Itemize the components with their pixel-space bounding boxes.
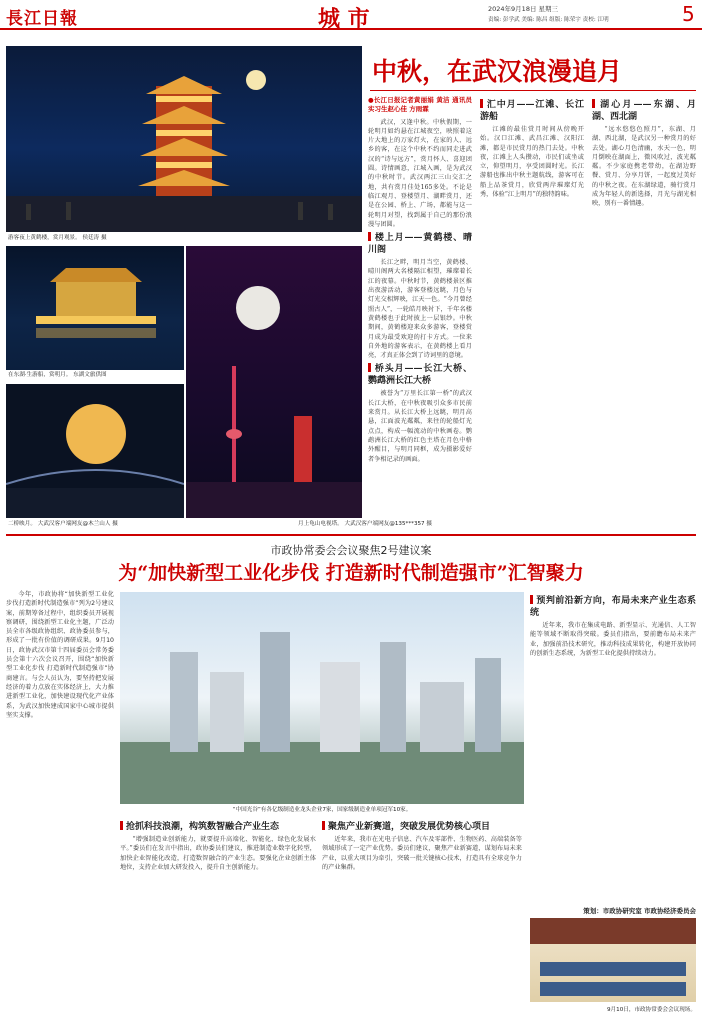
story2-section-body-1: “增强制造业创新能力，就要提升高端化、智能化、绿色化发展水平。”委员们在发言中指出，政协委员们建议，推进制造业数字化转型，加快企业智能化改造，打造数智融合的产业生态。要强化企业创新主体地位，支持企业加大研发投入，提升自主创新能力。 — [120, 836, 316, 871]
story1-headline: 中秋，在武汉浪漫追月 — [372, 57, 623, 86]
story1-intro: 武汉，又逢中秋。中秋假期，一轮明月如约悬在江城夜空，映照着这片大地上的万家灯火，在家的人、远乡的客，在这个中秋不约而同走进武汉的“诗与远方”，赏月怀人、喜迎团圆。诗情画意，江城入画，是为武汉的中秋时节。武汉两江三山交汇之地，共有赏月佳处165多处。不论是临江观月、登楼望月、湖畔赏月，还是在公园、桥上、广场，都能与这一轮明月对望，找到属于自己的那份浪漫与团圆。 — [368, 118, 472, 228]
story2-lead — [6, 590, 114, 1018]
story2-section-heading-1: 抢抓科技浪潮，构筑数智融合产业生态 — [120, 821, 316, 833]
section-heading-bridge-moon: 桥头月——长江大桥、鹦鹉洲长江大桥 — [368, 364, 472, 387]
photo-yellow-crane-tower — [6, 46, 362, 232]
story2-credit: 策划：市政协研究室 市政协经济委员会 — [583, 907, 696, 915]
story-divider — [6, 534, 696, 536]
photo-tv-tower — [186, 246, 362, 518]
boat-illustration — [6, 246, 184, 370]
caption-photo-5: “中国光谷”有各亿级制造业龙头企业7家，国家级制造业单项冠军10家。 — [232, 807, 412, 813]
story2-lead-text: 今年，市政协将“加快新型工业化步伐打造新时代制造强市”列为2号建议案，前期筹备过程中，组织委员开展视察调研，围绕新型工业化主题，广泛动员全市各级政协组织、政协委员参与，形成了一批有价值的调研成果。9月10日，政协武汉市第十四届委员会常务委员会第十六次会议召开，围绕“加快新型工业化步伐 打造新时代制造强市”协商建言。与会人员认为，要坚持把发展经济的着力点放在实体经济上，大力推进新型工业化，加快建设现代化产业体系，为武汉加快建成国家中心城市提供坚实支撑。 — [6, 591, 114, 719]
newspaper-logo: 長江日報 — [6, 9, 78, 29]
section-heading-river-moon: 汇中月——江滩、长江游船 — [480, 100, 584, 122]
meeting-illustration — [530, 918, 696, 1002]
section-title: 城 市 — [318, 6, 370, 32]
story2-kicker: 市政协常委会会议聚焦2号建议案 — [270, 544, 432, 557]
story1-col-2 — [480, 96, 584, 521]
caption-photo-6: 9月10日，市政协常委会会议现场。 — [607, 1007, 696, 1013]
story2-col-2 — [322, 818, 522, 1018]
story2-section-heading-3: 预判前沿新方向，布局未来产业生态系统 — [530, 596, 696, 618]
section-body-tower-moon: 长江之畔，明月当空，黄鹤楼、晴川阁两大名楼隔江相望，璀璨着长江的夜幕。中秋时节，黄鹤楼景区推出夜游活动，游客登楼远眺，月色与灯光交相辉映，江天一色。“今月曾经照古人”，一轮皓月映衬下，千年名楼黄鹤楼也于此时披上一层银纱。中秋期间，黄鹤楼迎来众多游客，登楼赏月成为最受欢迎的打卡方式。一位来自外地的游客表示，在黄鹤楼上看月亮，才真正体会到了诗词里的意境。 — [368, 259, 472, 360]
page-number: 5 — [682, 2, 695, 26]
caption-photo-3: 二桥映月。 大武汉客户端网友@木兰山人 摄 — [8, 521, 118, 527]
optics-valley-illustration — [120, 592, 524, 804]
story1-col-3 — [592, 96, 696, 521]
section-heading-lake-moon: 湖心月——东湖、月湖、西北湖 — [592, 100, 696, 122]
headline-rule — [370, 90, 696, 91]
story2-section-heading-2: 聚焦产业新赛道，突破发展优势核心项目 — [322, 821, 522, 833]
story2-section-body-3: 近年来，我市在集成电路、新型显示、光通信、人工智能等领域不断取得突破。委员们指出，要前瞻布局未来产业，加强前沿技术研究，推动科技成果转化，构建开放协同的创新生态系统，为新型工业化提供持续动力。 — [530, 622, 696, 657]
tv-tower-illustration — [186, 246, 362, 518]
issue-date: 2024年9月18日 星期三 — [488, 5, 559, 13]
moon-bridge-illustration — [6, 384, 184, 518]
photo-second-bridge-moon — [6, 384, 184, 518]
section-body-bridge-moon: 被誉为“万里长江第一桥”的武汉长江大桥，在中秋夜吸引众多市民前来赏月。从长江大桥上远眺，明月高悬，江面波光粼粼，来往的轮船灯光点点，构成一幅流动的中秋画卷。鹦鹉洲长江大桥的红色主塔在月色中格外醒目，与明月同框，成为摄影爱好者争相记录的画面。 — [368, 390, 472, 463]
caption-photo-2: 在东湖·生游船，赏明月。 东湖文旅供图 — [8, 372, 107, 378]
caption-photo-4: 月上龟山电视塔。 大武汉客户端网友@135***357 摄 — [298, 521, 432, 527]
photo-east-lake-boat — [6, 246, 184, 370]
story2-col-3 — [530, 592, 696, 902]
caption-photo-1: 游客夜上黄鹤楼，赏月观景。 侯廷涛 摄 — [8, 235, 107, 241]
section-heading-tower-moon: 楼上月——黄鹤楼、晴川阁 — [368, 233, 472, 256]
masthead — [0, 0, 702, 30]
editor-line: 责编: 彭学武 美编: 陈昌 组版: 陈荣宇 责校: 江明 — [488, 17, 609, 23]
story1-col-1 — [368, 96, 472, 521]
story2-headline: 为“加快新型工业化步伐 打造新时代制造强市”汇智聚力 — [118, 562, 584, 584]
section-body-lake-moon: “远水悠悠色照月”，东湖、月湖、西北湖，是武汉另一种赏月的好去处。湖心月色清幽，水天一色，明月倒映在湖面上，微风吹过，波光粼粼。不少家庭携老带幼，在湖边野餐、赏月、分享月饼，一起度过美好的中秋之夜。在东湖绿道，骑行赏月成为年轻人的新选择，月光与湖光相映，别有一番情趣。 — [592, 126, 696, 208]
story2-section-body-2: 近年来，我市在光电子信息、汽车及零部件、生物医药、高端装备等领域形成了一定产业优势。委员们建议，聚焦产业新赛道，谋划布局未来产业，以重大项目为牵引，突破一批关键核心技术，打造具有全球竞争力的产业集群。 — [322, 836, 522, 871]
story2-col-1 — [120, 818, 316, 1018]
photo-meeting-room — [530, 918, 696, 1002]
photo-optics-valley — [120, 592, 524, 804]
yellow-crane-tower-illustration — [6, 46, 362, 232]
story1-byline: ●长江日报记者黄丽娟 黄洁 通讯员 实习生赵心佳 方雨霖 — [368, 96, 472, 114]
section-body-river-moon: 江滩的最佳赏月时间从傍晚开始。汉口江滩、武昌江滩、汉阳江滩，都是市民赏月的热门去处。中秋夜，江滩上人头攒动，市民们或坐或立，仰望明月，享受团圆时光。长江游船也推出中秋主题航线，游客可在船上品茶赏月，欣赏两岸璀璨灯光秀，体验“江上明月”的独特韵味。 — [480, 126, 584, 199]
